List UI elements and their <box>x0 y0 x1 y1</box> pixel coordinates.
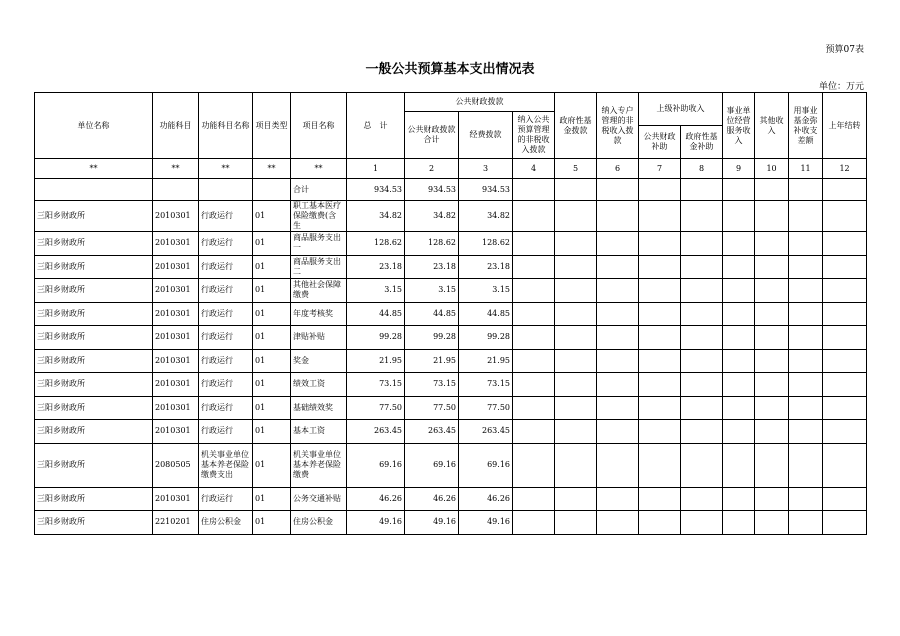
cell-proj-type: 01 <box>253 396 291 420</box>
table-row <box>35 487 867 511</box>
cell-proj-name: 奖金 <box>291 349 347 373</box>
empty-cell <box>755 326 789 350</box>
header-func-name: 功能科目名称 <box>199 93 253 159</box>
empty-cell <box>513 373 555 397</box>
cell-total: 73.15 <box>347 373 405 397</box>
empty-cell <box>823 201 867 232</box>
cell-proj-name: 商品服务支出一 <box>291 232 347 256</box>
header-nontax: 纳入公共预算管理的非税收入拨款 <box>513 112 555 159</box>
cell-proj-name: 绩效工资 <box>291 373 347 397</box>
cell-func-name: 行政运行 <box>199 373 253 397</box>
empty-cell <box>597 201 639 232</box>
cell-operating: 46.26 <box>459 487 513 511</box>
cell-proj-name: 基础绩效奖 <box>291 396 347 420</box>
table-row <box>35 373 867 397</box>
cell-func-code: 2010301 <box>153 373 199 397</box>
empty-cell <box>639 255 681 279</box>
index-cell: 6 <box>597 159 639 179</box>
index-cell: 5 <box>555 159 597 179</box>
empty-cell <box>513 326 555 350</box>
empty-cell <box>555 201 597 232</box>
empty-cell <box>513 201 555 232</box>
empty-cell <box>823 255 867 279</box>
index-cell: ** <box>199 159 253 179</box>
empty-cell <box>823 349 867 373</box>
index-cell: 1 <box>347 159 405 179</box>
cell-proj-type: 01 <box>253 511 291 535</box>
header-public-group: 公共财政拨款 <box>405 93 555 112</box>
cell-total: 99.28 <box>347 326 405 350</box>
empty-cell <box>823 373 867 397</box>
cell-unit-name: 三阳乡财政所 <box>35 326 153 350</box>
cell-func-code: 2010301 <box>153 396 199 420</box>
empty-cell <box>823 279 867 303</box>
empty-cell <box>555 326 597 350</box>
header-operating: 经费拨款 <box>459 112 513 159</box>
cell-func-name: 行政运行 <box>199 420 253 444</box>
header-upper-group: 上级补助收入 <box>639 93 723 126</box>
header-gov-fund: 政府性基金拨款 <box>555 93 597 159</box>
empty-cell <box>597 443 639 487</box>
empty-cell <box>597 373 639 397</box>
empty-cell <box>597 349 639 373</box>
cell-unit-name: 三阳乡财政所 <box>35 232 153 256</box>
empty-cell <box>681 279 723 303</box>
cell-public-total: 21.95 <box>405 349 459 373</box>
empty-cell <box>823 326 867 350</box>
cell-total: 46.26 <box>347 487 405 511</box>
empty-cell <box>755 443 789 487</box>
cell-proj-name: 职工基本医疗保险缴费(含生 <box>291 201 347 232</box>
cell-unit-name: 三阳乡财政所 <box>35 255 153 279</box>
empty-cell <box>755 255 789 279</box>
cell-total: 77.50 <box>347 396 405 420</box>
empty-cell <box>555 279 597 303</box>
cell-func-name: 住房公积金 <box>199 511 253 535</box>
cell-unit-name: 三阳乡财政所 <box>35 302 153 326</box>
empty-cell <box>681 232 723 256</box>
index-cell: ** <box>153 159 199 179</box>
cell-proj-name: 公务交通补贴 <box>291 487 347 511</box>
cell-unit-name: 三阳乡财政所 <box>35 373 153 397</box>
header-reserve: 用事业基金弥补收支差额 <box>789 93 823 159</box>
table-row <box>35 279 867 303</box>
cell-func-name: 行政运行 <box>199 349 253 373</box>
empty-cell <box>597 511 639 535</box>
header-upper-public: 公共财政补助 <box>639 126 681 159</box>
empty-cell <box>789 201 823 232</box>
empty-cell <box>639 302 681 326</box>
header-special-nontax: 纳入专户管理的非税收入拨款 <box>597 93 639 159</box>
header-upper-fund: 政府性基金补助 <box>681 126 723 159</box>
cell-func-name: 机关事业单位基本养老保险缴费支出 <box>199 443 253 487</box>
cell-operating: 34.82 <box>459 201 513 232</box>
empty-cell <box>639 443 681 487</box>
empty-cell <box>755 487 789 511</box>
cell-proj-name: 商品服务支出二 <box>291 255 347 279</box>
empty-cell <box>723 302 755 326</box>
empty-cell <box>789 511 823 535</box>
empty-cell <box>597 326 639 350</box>
cell-unit-name: 三阳乡财政所 <box>35 420 153 444</box>
cell-total: 34.82 <box>347 201 405 232</box>
cell-public-total: 3.15 <box>405 279 459 303</box>
empty-cell <box>723 349 755 373</box>
cell-public-total: 77.50 <box>405 396 459 420</box>
index-cell: 4 <box>513 159 555 179</box>
cell-operating: 49.16 <box>459 511 513 535</box>
cell-proj-name: 年度考核奖 <box>291 302 347 326</box>
empty-cell <box>555 373 597 397</box>
index-cell: ** <box>253 159 291 179</box>
cell-func-name: 行政运行 <box>199 487 253 511</box>
table-row <box>35 420 867 444</box>
empty-cell <box>513 420 555 444</box>
page-title: 一般公共预算基本支出情况表 <box>365 62 535 77</box>
empty-cell <box>755 201 789 232</box>
empty-cell <box>789 326 823 350</box>
cell-total: 128.62 <box>347 232 405 256</box>
cell-unit-name: 三阳乡财政所 <box>35 443 153 487</box>
empty-cell <box>639 373 681 397</box>
index-cell: 8 <box>681 159 723 179</box>
cell-proj-type: 01 <box>253 349 291 373</box>
cell-proj-name: 基本工资 <box>291 420 347 444</box>
cell-total: 44.85 <box>347 302 405 326</box>
table-row <box>35 349 867 373</box>
cell-proj-name: 津贴补贴 <box>291 326 347 350</box>
empty-cell <box>639 326 681 350</box>
empty-cell <box>823 420 867 444</box>
empty-cell <box>789 420 823 444</box>
cell-unit-name: 三阳乡财政所 <box>35 511 153 535</box>
empty-cell <box>681 326 723 350</box>
empty-cell <box>597 302 639 326</box>
cell-func-code: 2010301 <box>153 349 199 373</box>
index-cell: ** <box>291 159 347 179</box>
cell-unit-name: 三阳乡财政所 <box>35 201 153 232</box>
empty-cell <box>681 420 723 444</box>
empty-cell <box>555 487 597 511</box>
empty-cell <box>639 201 681 232</box>
cell-proj-type: 01 <box>253 326 291 350</box>
empty-cell <box>723 232 755 256</box>
total-operating: 934.53 <box>459 179 513 201</box>
empty-cell <box>755 302 789 326</box>
empty-cell <box>789 373 823 397</box>
cell-func-name: 行政运行 <box>199 201 253 232</box>
cell-total: 21.95 <box>347 349 405 373</box>
empty-cell <box>513 396 555 420</box>
table-row <box>35 511 867 535</box>
cell-func-code: 2010301 <box>153 487 199 511</box>
empty-cell <box>513 349 555 373</box>
empty-cell <box>681 511 723 535</box>
cell-public-total: 49.16 <box>405 511 459 535</box>
cell-func-code: 2010301 <box>153 255 199 279</box>
table-header <box>35 93 867 201</box>
cell-public-total: 263.45 <box>405 420 459 444</box>
cell-func-code: 2010301 <box>153 232 199 256</box>
cell-operating: 23.18 <box>459 255 513 279</box>
empty-cell <box>555 420 597 444</box>
empty-cell <box>555 302 597 326</box>
cell-proj-type: 01 <box>253 302 291 326</box>
empty-cell <box>555 349 597 373</box>
table-row <box>35 302 867 326</box>
cell-operating: 263.45 <box>459 420 513 444</box>
empty-cell <box>789 232 823 256</box>
empty-cell <box>597 396 639 420</box>
cell-func-name: 行政运行 <box>199 255 253 279</box>
index-cell: 7 <box>639 159 681 179</box>
empty-cell <box>597 487 639 511</box>
unit-label: 单位：万元 <box>818 82 864 92</box>
empty-cell <box>597 232 639 256</box>
index-cell: 12 <box>823 159 867 179</box>
cell-public-total: 23.18 <box>405 255 459 279</box>
cell-public-total: 128.62 <box>405 232 459 256</box>
empty-cell <box>723 373 755 397</box>
header-proj-type: 项目类型 <box>253 93 291 159</box>
cell-operating: 77.50 <box>459 396 513 420</box>
cell-public-total: 34.82 <box>405 201 459 232</box>
empty-cell <box>823 443 867 487</box>
empty-cell <box>789 396 823 420</box>
empty-cell <box>639 511 681 535</box>
cell-func-name: 行政运行 <box>199 326 253 350</box>
empty-cell <box>723 396 755 420</box>
cell-public-total: 73.15 <box>405 373 459 397</box>
cell-func-name: 行政运行 <box>199 302 253 326</box>
table-row <box>35 232 867 256</box>
cell-proj-type: 01 <box>253 255 291 279</box>
empty-cell <box>789 349 823 373</box>
cell-func-code: 2010301 <box>153 201 199 232</box>
empty-cell <box>681 396 723 420</box>
empty-cell <box>513 511 555 535</box>
empty-cell <box>823 302 867 326</box>
empty-cell <box>755 420 789 444</box>
empty-cell <box>681 487 723 511</box>
cell-operating: 99.28 <box>459 326 513 350</box>
table-row <box>35 255 867 279</box>
cell-total: 49.16 <box>347 511 405 535</box>
empty-cell <box>755 396 789 420</box>
cell-total: 3.15 <box>347 279 405 303</box>
cell-unit-name: 三阳乡财政所 <box>35 396 153 420</box>
empty-cell <box>639 279 681 303</box>
cell-func-code: 2010301 <box>153 326 199 350</box>
index-cell: 9 <box>723 159 755 179</box>
cell-func-name: 行政运行 <box>199 396 253 420</box>
cell-public-total: 69.16 <box>405 443 459 487</box>
empty-cell <box>755 279 789 303</box>
empty-cell <box>639 349 681 373</box>
empty-cell <box>597 279 639 303</box>
empty-cell <box>723 511 755 535</box>
empty-cell <box>639 396 681 420</box>
empty-cell <box>681 443 723 487</box>
empty-cell <box>639 420 681 444</box>
empty-cell <box>681 349 723 373</box>
table-row <box>35 443 867 487</box>
index-cell: 2 <box>405 159 459 179</box>
empty-cell <box>555 443 597 487</box>
index-cell: 11 <box>789 159 823 179</box>
cell-proj-type: 01 <box>253 201 291 232</box>
cell-func-code: 2010301 <box>153 279 199 303</box>
cell-operating: 21.95 <box>459 349 513 373</box>
index-cell: 10 <box>755 159 789 179</box>
budget-table <box>34 92 867 535</box>
cell-total: 23.18 <box>347 255 405 279</box>
cell-operating: 73.15 <box>459 373 513 397</box>
cell-public-total: 99.28 <box>405 326 459 350</box>
header-func-code: 功能科目 <box>153 93 199 159</box>
cell-public-total: 44.85 <box>405 302 459 326</box>
empty-cell <box>681 373 723 397</box>
cell-proj-type: 01 <box>253 373 291 397</box>
cell-proj-type: 01 <box>253 279 291 303</box>
empty-cell <box>555 511 597 535</box>
empty-cell <box>513 255 555 279</box>
cell-func-name: 行政运行 <box>199 232 253 256</box>
empty-cell <box>513 443 555 487</box>
total-public: 934.53 <box>405 179 459 201</box>
cell-operating: 3.15 <box>459 279 513 303</box>
header-carryover: 上年结转 <box>823 93 867 159</box>
cell-proj-type: 01 <box>253 420 291 444</box>
empty-cell <box>639 232 681 256</box>
index-row <box>35 159 867 179</box>
empty-cell <box>755 349 789 373</box>
total-row <box>35 179 867 201</box>
empty-cell <box>555 396 597 420</box>
cell-proj-type: 01 <box>253 443 291 487</box>
empty-cell <box>823 232 867 256</box>
index-cell: ** <box>35 159 153 179</box>
empty-cell <box>513 232 555 256</box>
empty-cell <box>723 443 755 487</box>
empty-cell <box>723 279 755 303</box>
empty-cell <box>723 326 755 350</box>
empty-cell <box>513 487 555 511</box>
empty-cell <box>597 420 639 444</box>
total-sum: 934.53 <box>347 179 405 201</box>
header-total: 总 计 <box>347 93 405 159</box>
header-proj-name: 项目名称 <box>291 93 347 159</box>
empty-cell <box>755 511 789 535</box>
cell-func-code: 2080505 <box>153 443 199 487</box>
empty-cell <box>723 420 755 444</box>
empty-cell <box>681 255 723 279</box>
cell-operating: 44.85 <box>459 302 513 326</box>
total-label: 合计 <box>291 179 347 201</box>
empty-cell <box>681 302 723 326</box>
empty-cell <box>723 255 755 279</box>
cell-proj-name: 住房公积金 <box>291 511 347 535</box>
table-body <box>35 201 867 535</box>
cell-operating: 69.16 <box>459 443 513 487</box>
empty-cell <box>639 487 681 511</box>
empty-cell <box>823 487 867 511</box>
empty-cell <box>789 279 823 303</box>
empty-cell <box>755 232 789 256</box>
empty-cell <box>723 487 755 511</box>
empty-cell <box>755 373 789 397</box>
empty-cell <box>681 201 723 232</box>
header-service-income: 事业单位经营服务收入 <box>723 93 755 159</box>
cell-func-name: 行政运行 <box>199 279 253 303</box>
cell-total: 69.16 <box>347 443 405 487</box>
cell-public-total: 46.26 <box>405 487 459 511</box>
empty-cell <box>823 396 867 420</box>
empty-cell <box>723 201 755 232</box>
cell-total: 263.45 <box>347 420 405 444</box>
cell-proj-name: 其他社会保障缴费 <box>291 279 347 303</box>
header-unit-name: 单位名称 <box>35 93 153 159</box>
cell-unit-name: 三阳乡财政所 <box>35 487 153 511</box>
cell-unit-name: 三阳乡财政所 <box>35 349 153 373</box>
cell-unit-name: 三阳乡财政所 <box>35 279 153 303</box>
empty-cell <box>789 302 823 326</box>
empty-cell <box>789 255 823 279</box>
table-row <box>35 326 867 350</box>
empty-cell <box>597 255 639 279</box>
empty-cell <box>789 443 823 487</box>
empty-cell <box>823 511 867 535</box>
cell-func-code: 2210201 <box>153 511 199 535</box>
empty-cell <box>513 302 555 326</box>
index-cell: 3 <box>459 159 513 179</box>
table-row <box>35 201 867 232</box>
form-code: 预算07表 <box>825 45 864 55</box>
header-other-income: 其他收入 <box>755 93 789 159</box>
cell-proj-name: 机关事业单位基本养老保险缴费 <box>291 443 347 487</box>
header-public-total: 公共财政拨款合计 <box>405 112 459 159</box>
empty-cell <box>555 232 597 256</box>
cell-operating: 128.62 <box>459 232 513 256</box>
table-row <box>35 396 867 420</box>
empty-cell <box>789 487 823 511</box>
cell-proj-type: 01 <box>253 487 291 511</box>
empty-cell <box>513 279 555 303</box>
empty-cell <box>555 255 597 279</box>
cell-func-code: 2010301 <box>153 420 199 444</box>
cell-proj-type: 01 <box>253 232 291 256</box>
cell-func-code: 2010301 <box>153 302 199 326</box>
